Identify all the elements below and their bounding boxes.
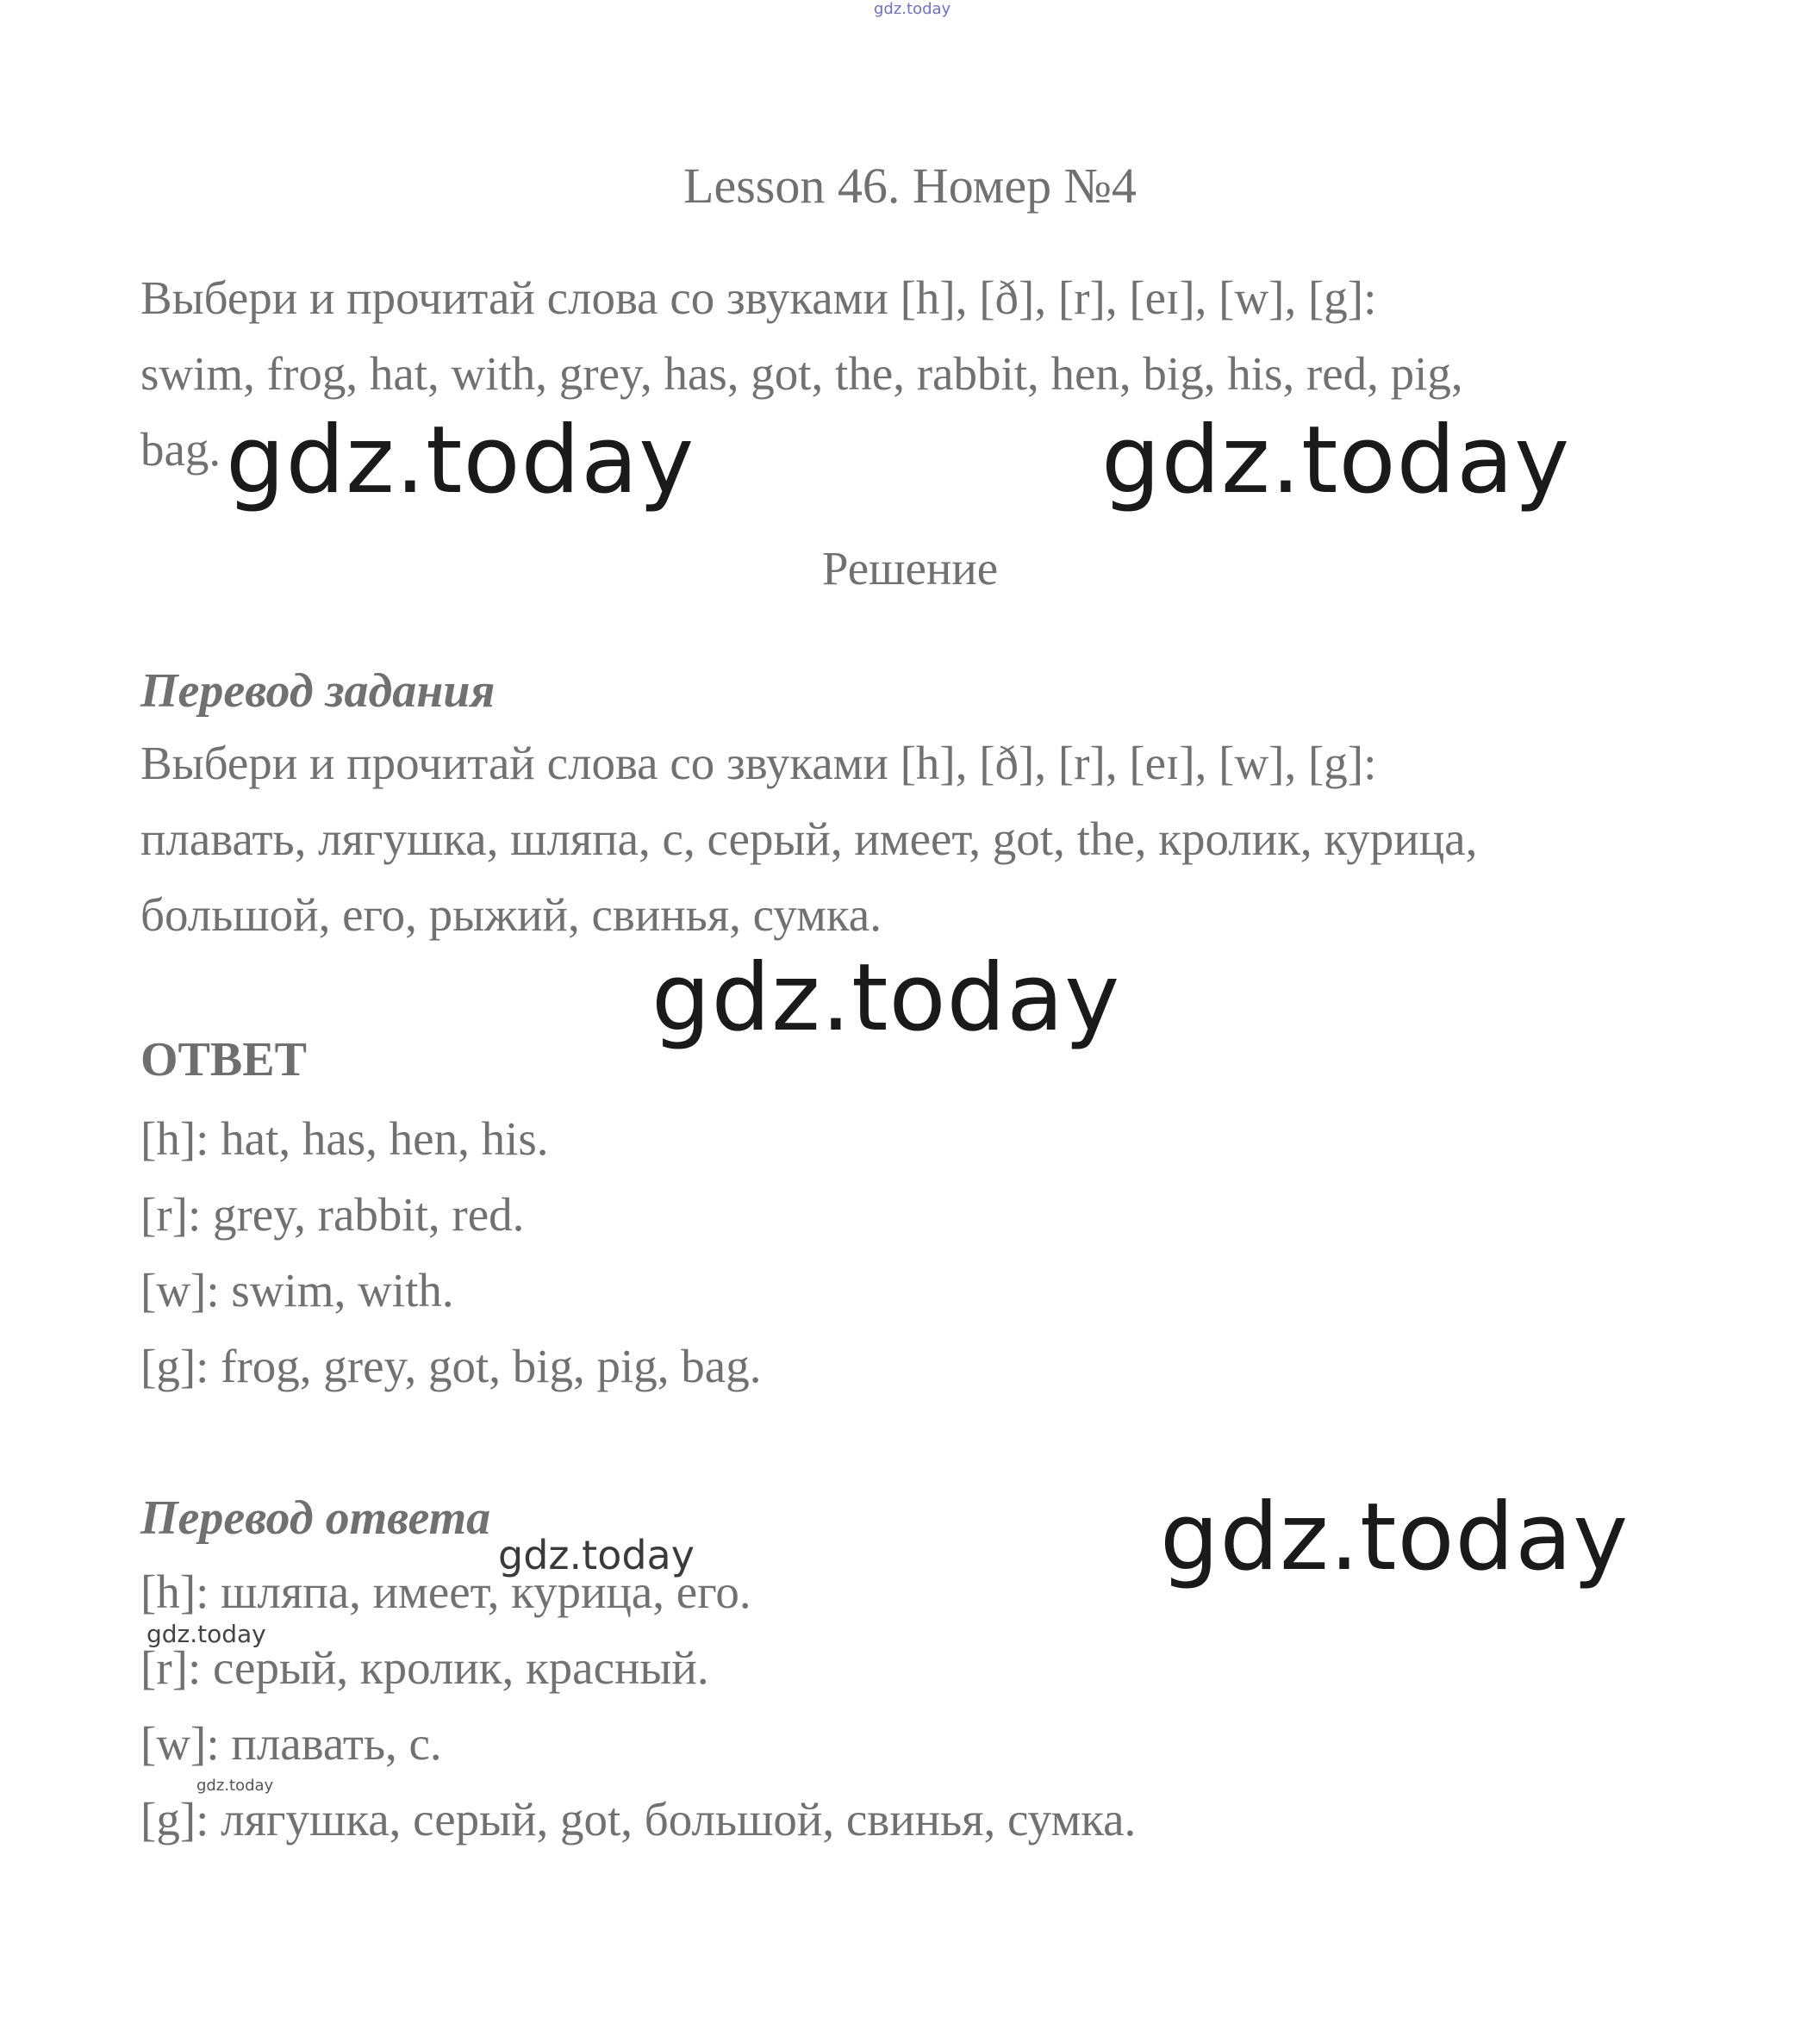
page-title: Lesson 46. Номер №4 — [683, 158, 1137, 214]
translation-answer-heading: Перевод ответа — [140, 1491, 491, 1545]
answer-line-g: [g]: frog, grey, got, big, pig, bag. — [140, 1340, 762, 1392]
watermark-tiny: gdz.today — [196, 1777, 274, 1795]
translation-task-line-1: Выбери и прочитай слова со звуками [h], [ð], [r], [eɪ], [w], [g]: — [140, 737, 1377, 789]
translation-answer-line-w: [w]: плавать, с. — [140, 1717, 442, 1770]
answer-line-r: [r]: grey, rabbit, red. — [140, 1188, 525, 1241]
watermark-large-4: gdz.today — [1160, 1484, 1630, 1591]
translation-task-line-2: плавать, лягушка, шляпа, с, серый, имеет, got, the, кролик, курица, — [140, 812, 1478, 865]
translation-task-heading: Перевод задания — [140, 664, 496, 718]
task-line-1: Выбери и прочитай слова со звуками [h], [ð], [r], [eɪ], [w], [g]: — [140, 271, 1377, 324]
watermark-large-2: gdz.today — [1101, 407, 1571, 514]
answer-line-w: [w]: swim, with. — [140, 1264, 454, 1317]
solution-label: Решение — [821, 542, 999, 594]
watermark-large-1: gdz.today — [226, 407, 695, 514]
translation-task-line-3: большой, его, рыжий, свинья, сумка. — [140, 888, 882, 941]
task-line-3: bag. — [140, 423, 221, 476]
translation-answer-line-h: [h]: шляпа, имеет, курица, его. — [140, 1565, 751, 1618]
task-line-2: swim, frog, hat, with, grey, has, got, the, rabbit, hen, big, his, red, pig, — [140, 347, 1463, 400]
watermark-small: gdz.today — [146, 1620, 266, 1648]
watermark-medium: gdz.today — [498, 1532, 695, 1578]
translation-answer-line-g: [g]: лягушка, серый, got, большой, свинья, сумка. — [140, 1793, 1137, 1846]
answer-line-h: [h]: hat, has, hen, his. — [140, 1112, 549, 1165]
answer-heading: ОТВЕТ — [140, 1033, 307, 1086]
watermark-large-3: gdz.today — [651, 944, 1121, 1052]
translation-answer-line-r: [r]: серый, кролик, красный. — [140, 1641, 709, 1694]
top-watermark: gdz.today — [874, 0, 951, 18]
